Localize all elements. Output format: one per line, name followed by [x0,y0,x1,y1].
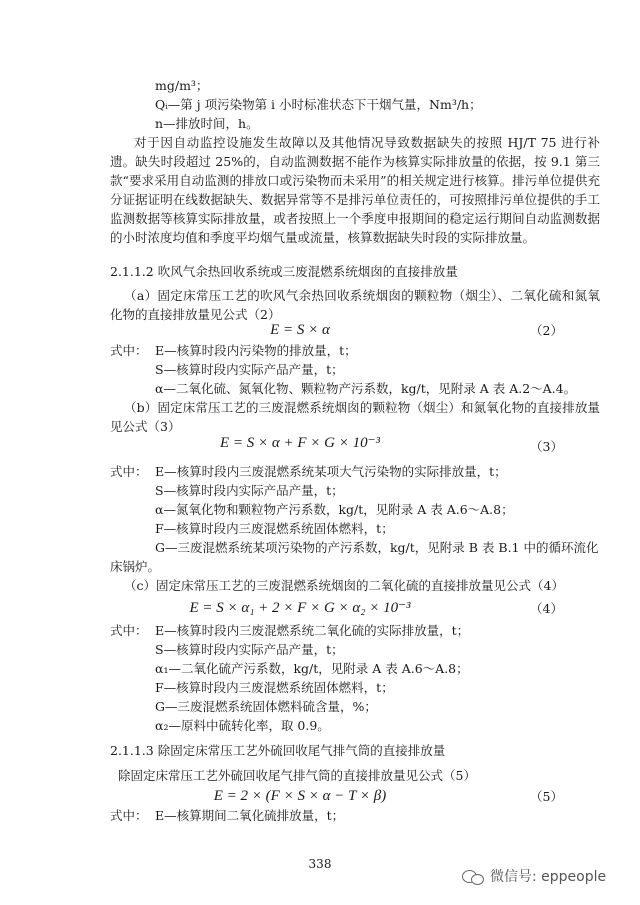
formula-2-number: （2） [530,323,563,338]
item-a-text: （a）固定床常压工艺的吹风气余热回收系统烟囱的颗粒物（烟尘）、二氧化硫和氮氧化物的直接排放量见公式（2） [110,288,600,322]
wechat-watermark [462,866,606,888]
f4-def-alpha2: α₂—原料中硫转化率，取 0.9。 [155,718,330,733]
wechat-icon [462,869,484,885]
item-d-text: 除固定床常压工艺外硫回收尾气排气筒的直接排放量见公式（5） [118,768,476,783]
f4-def-g: G—三废混燃系统固体燃料硫含量，%； [155,699,377,714]
shizhong-label-3: 式中： [110,464,148,479]
f3-def-g: G—三废混燃系统某项污染物的产污系数，kg/t，见附录 B 表 B.1 中的循环流化 [155,540,599,555]
f3-def-e: E—核算时段内三废混燃系统某项大气污染物的实际排放量，t； [155,464,507,479]
f3-def-f: F—核算时段内三废混燃系统固体燃料，t； [155,521,394,536]
item-c-text: （c）固定床常压工艺的三废混燃系统烟囱的二氧化硫的直接排放量见公式（4） [124,578,564,593]
formula-5-number: （5） [530,789,563,804]
formula-3-number: （3） [530,439,563,454]
formula-4: E = S × α₁ + 2 × F × G × α₂ × 10⁻³ [189,600,411,616]
f2-def-alpha: α—二氧化硫、氮氧化物、颗粒物产污系数，kg/t，见附录 A 表 A.2～A.4。 [155,381,577,396]
f3-def-alpha: α—氮氧化物和颗粒物产污系数，kg/t，见附录 A 表 A.6～A.8； [155,502,514,517]
f4-def-s: S—核算时段内实际产品产量，t； [155,642,344,657]
page-number: 338 [308,857,332,871]
f2-def-e: E—核算时段内污染物的排放量，t； [155,343,357,358]
f4-def-alpha1: α₁—二氧化硫产污系数，kg/t，见附录 A 表 A.6～A.8； [155,661,469,676]
formula-4-number: （4） [530,601,563,616]
shizhong-label-4: 式中： [110,623,148,638]
formula-3: E = S × α + F × G × 10⁻³ [219,435,381,451]
unit-line: mg/m³； [155,78,209,93]
f4-def-f: F—核算时段内三废混燃系统固体燃料，t； [155,680,394,695]
f5-def-e: E—核算期间二氧化硫排放量，t； [155,808,345,823]
n-definition: n—排放时间，h。 [155,116,259,131]
formula-5: E = 2 × (F × S × α − T × β) [213,788,387,804]
f3-def-s: S—核算时段内实际产品产量，t； [155,483,344,498]
paragraph-missing-data: 对于因自动监控设施发生故障以及其他情况导致数据缺失的按照 HJ/T 75 进行补遗。缺失时段超过 25%的，自动监测数据不能作为核算实际排放量的依据，按 9.1 第三款“要求采用自动监测的排放口或污染物而未采用”的相关规定进行核算。排污单位提供充分证据证明在线数据缺失、数据异常等不是排污单位责任的，可按照排污单位提供的手工监测数据等核算实际排放量，或者按照上一个季度申报期间的稳定运行期间自动监测数据的小时浓度均值和季度平均烟气量或流量，核算数据缺失时段的实际排放量。 [110,135,600,245]
shizhong-label-5: 式中： [110,808,148,823]
f2-def-s: S—核算时段内实际产品产量，t； [155,362,344,377]
f4-def-e: E—核算时段内三废混燃系统二氧化硫的实际排放量，t； [155,623,470,638]
qi-definition: Qᵢ—第 j 项污染物第 i 小时标准状态下干烟气量，Nm³/h； [155,97,482,112]
shizhong-label: 式中： [110,343,148,358]
section-heading-2113: 2.1.1.3 除固定床常压工艺外硫回收尾气排气筒的直接排放量 [110,743,446,758]
item-b-text: （b）固定床常压工艺的三废混燃系统烟囱的颗粒物（烟尘）和氮氧化物的直接排放量见公式（3） [110,400,600,434]
section-heading-2112: 2.1.1.2 吹风气余热回收系统或三废混燃系统烟囱的直接排放量 [110,264,458,279]
watermark-text: 微信号: eppeople [490,869,607,885]
formula-2: E = S × α [270,322,330,338]
f3-def-g-tail: 床锅炉。 [110,559,161,574]
